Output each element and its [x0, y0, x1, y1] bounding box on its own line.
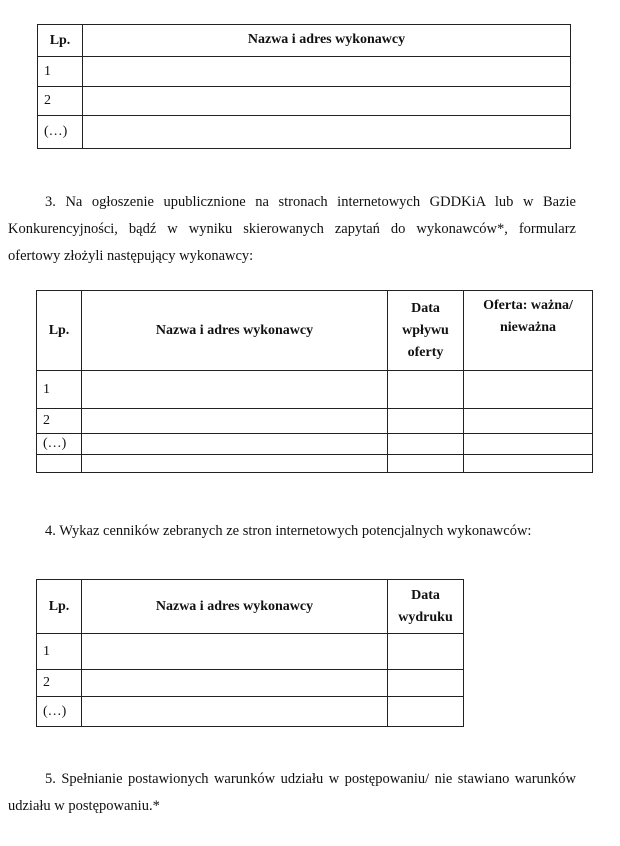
table-row: [37, 455, 593, 473]
header-offer-validity: Oferta: ważna/ nieważna: [464, 291, 593, 371]
table-row: [38, 87, 571, 116]
cell-offer-validity: [464, 434, 593, 455]
row-number: 2: [37, 670, 82, 697]
cell-offer-validity: [464, 409, 593, 434]
cell-name-address: [83, 116, 571, 149]
cell-receipt-date: [388, 371, 464, 409]
section-5-line-1: 5. Spełnianie postawionych warunków udziału w postępowaniu/ nie stawiano warunków: [45, 771, 576, 787]
cell-receipt-date: [388, 434, 464, 455]
cell-receipt-date: [388, 409, 464, 434]
cell-receipt-date: [388, 455, 464, 473]
cell-name-address: [82, 434, 388, 455]
section-3-paragraph: [8, 189, 576, 270]
header-name-address: Nazwa i adres wykonawcy: [82, 291, 388, 371]
header-receipt-date: Data wpływu oferty: [388, 291, 464, 371]
price-lists-table: [36, 579, 464, 727]
header-name-address: Nazwa i adres wykonawcy: [83, 25, 571, 57]
row-number: 2: [38, 87, 83, 116]
table-header-row: [38, 25, 571, 57]
cell-name-address: [82, 455, 388, 473]
table-row: [38, 116, 571, 149]
cell-name-address: [82, 371, 388, 409]
contractors-table-1: [37, 24, 571, 149]
cell-print-date: [388, 670, 464, 697]
cell-name-address: [82, 670, 388, 697]
header-name-address: Nazwa i adres wykonawcy: [82, 580, 388, 634]
section-3-line-3: ofertowy złożyli następujący wykonawcy:: [8, 248, 254, 264]
header-lp: Lp.: [38, 25, 83, 57]
header-lp: Lp.: [37, 580, 82, 634]
row-number: (…): [38, 116, 83, 149]
row-number: (…): [37, 434, 82, 455]
table-row: [37, 634, 464, 670]
section-3-line-1: 3. Na ogłoszenie upublicznione na stronach internetowych GDDKiA lub w Bazie: [45, 194, 576, 210]
row-number: 1: [37, 634, 82, 670]
table-row: [38, 57, 571, 87]
cell-offer-validity: [464, 455, 593, 473]
header-lp: Lp.: [37, 291, 82, 371]
cell-print-date: [388, 634, 464, 670]
table-header-row: [37, 580, 464, 634]
cell-name-address: [82, 634, 388, 670]
table-header-row: [37, 291, 593, 371]
row-number: 1: [37, 371, 82, 409]
section-5-line-2: udziału w postępowaniu.*: [8, 798, 160, 814]
section-3-line-2: Konkurencyjności, bądź w wyniku skierowanych zapytań do wykonawców*, formularz: [8, 221, 576, 237]
section-5-paragraph: [8, 766, 576, 820]
section-4-paragraph: [45, 518, 585, 545]
row-number: 1: [38, 57, 83, 87]
section-4-text: 4. Wykaz cenników zebranych ze stron internetowych potencjalnych wykonawców:: [45, 523, 532, 539]
cell-name-address: [83, 57, 571, 87]
cell-print-date: [388, 697, 464, 727]
row-number: (…): [37, 697, 82, 727]
cell-name-address: [82, 409, 388, 434]
table-row: [37, 697, 464, 727]
row-number: 2: [37, 409, 82, 434]
cell-offer-validity: [464, 371, 593, 409]
offers-table: [36, 290, 593, 473]
table-row: [37, 670, 464, 697]
table-row: [37, 409, 593, 434]
header-print-date: Data wydruku: [388, 580, 464, 634]
cell-name-address: [83, 87, 571, 116]
table-row: [37, 371, 593, 409]
table-row: [37, 434, 593, 455]
row-number: [37, 455, 82, 473]
cell-name-address: [82, 697, 388, 727]
